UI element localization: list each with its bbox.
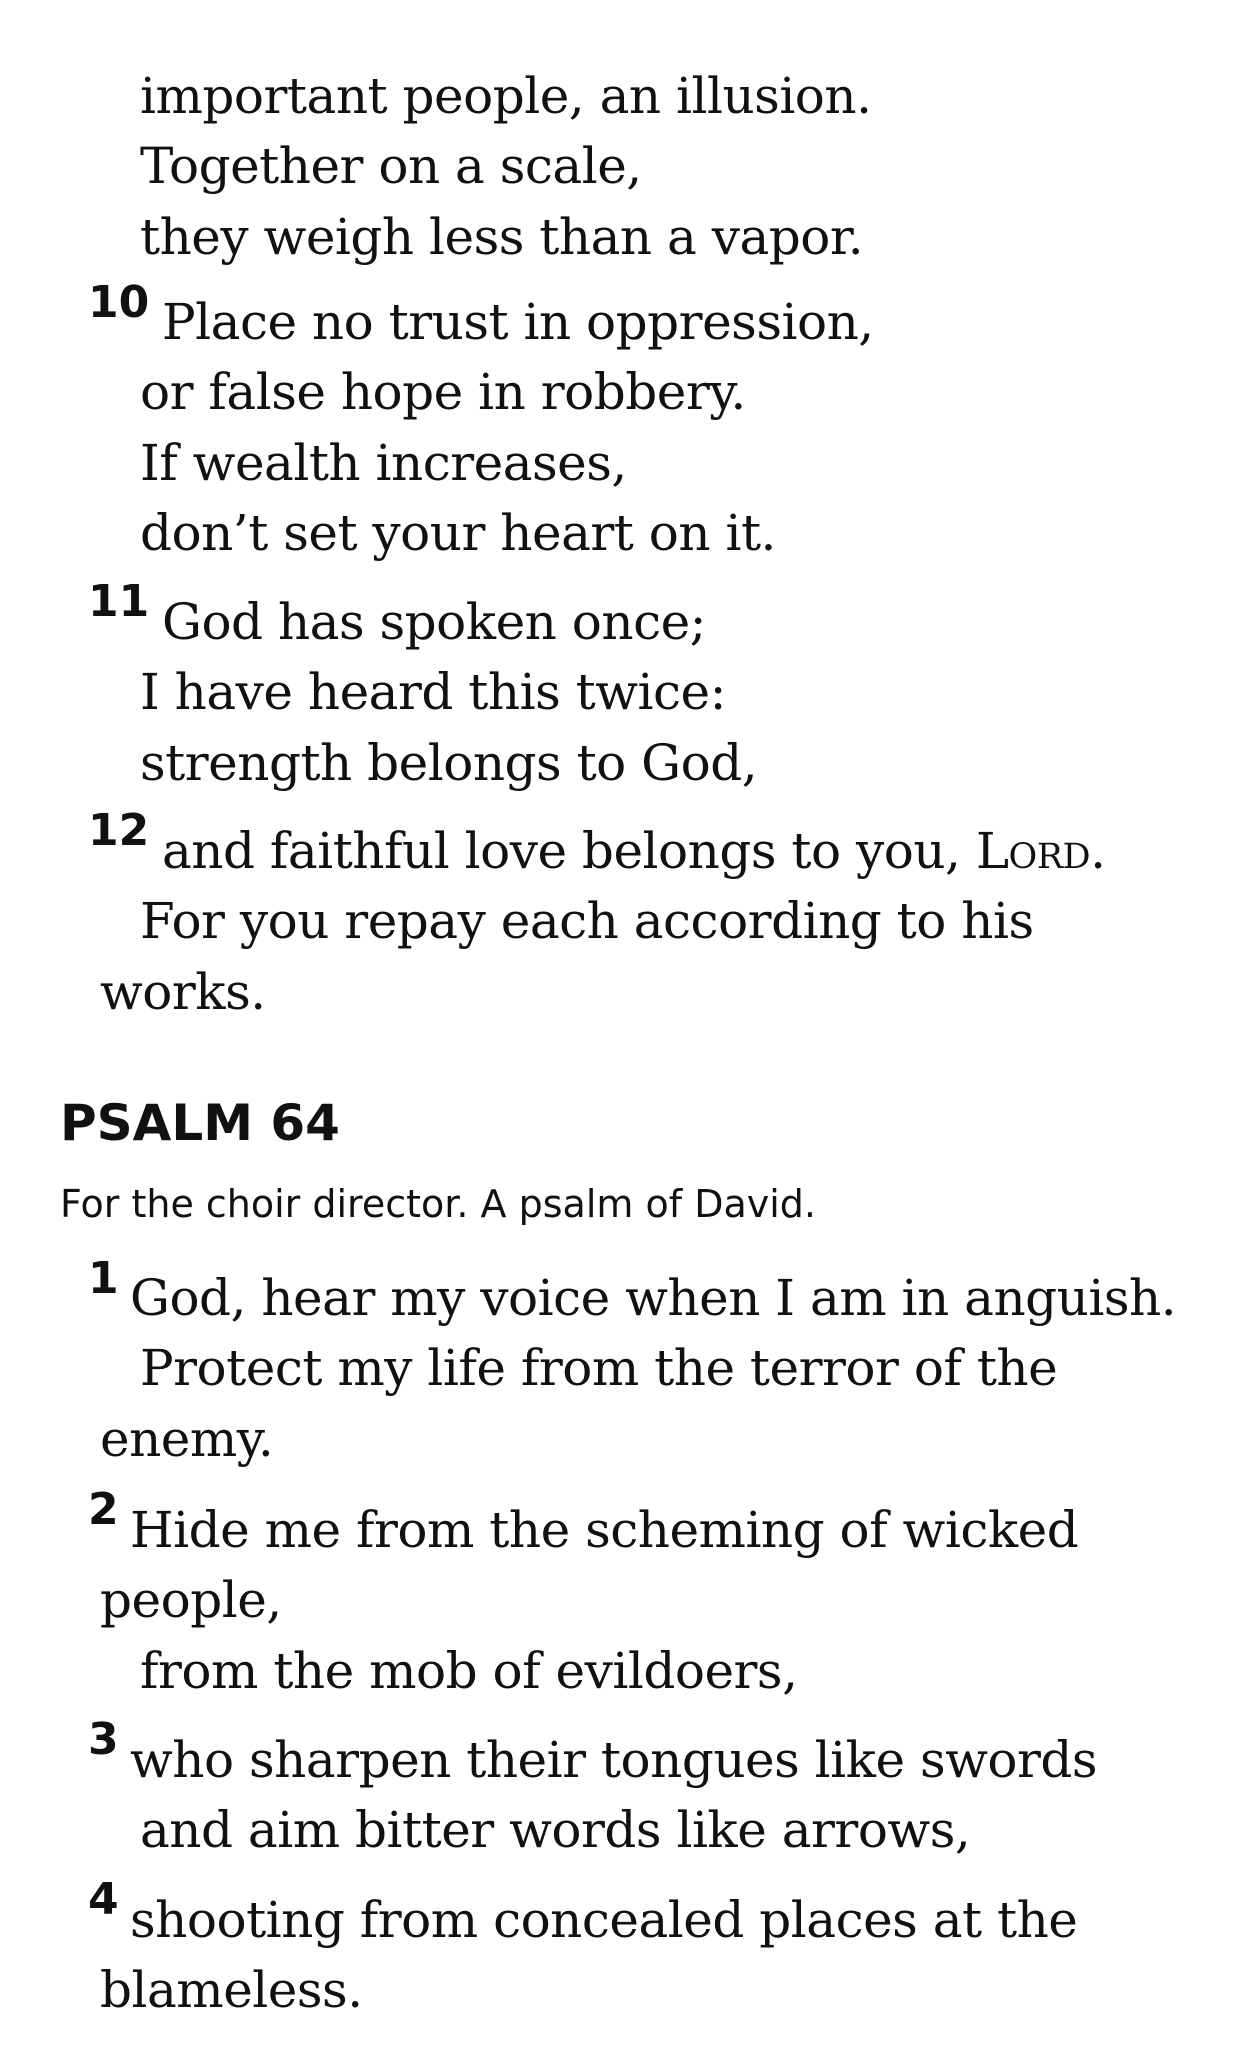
verse-text: and faithful love belongs to you,: [162, 822, 976, 880]
verse-line: from the mob of evildoers,: [140, 1642, 798, 1700]
verse-number-12: 12: [88, 805, 150, 856]
verse-line: Hide me from the scheming of wicked: [130, 1501, 1079, 1559]
divine-name-lord: Lord: [975, 822, 1091, 880]
verse-line: blameless.: [100, 1961, 363, 2019]
verse-line: who sharpen their tongues like swords: [130, 1731, 1098, 1789]
verse-line: God, hear my voice when I am in anguish.: [130, 1269, 1177, 1327]
verse-line: For you repay each according to his: [140, 892, 1034, 950]
verse-number-3: 3: [88, 1714, 119, 1765]
verse-line: and aim bitter words like arrows,: [140, 1801, 971, 1859]
verse-line: [162, 821, 1106, 881]
psalm-title: PSALM 64: [60, 1094, 340, 1152]
verse-number-10: 10: [88, 277, 150, 328]
verse-line: I have heard this twice:: [140, 663, 726, 721]
verse-line: important people, an illusion.: [140, 67, 872, 125]
verse-number-4: 4: [88, 1874, 119, 1925]
verse-number-2: 2: [88, 1484, 119, 1535]
verse-line: or false hope in robbery.: [140, 363, 746, 421]
verse-number-11: 11: [88, 576, 150, 627]
verse-line: don’t set your heart on it.: [140, 504, 776, 562]
verse-line: they weigh less than a vapor.: [140, 208, 864, 266]
verse-line: works.: [100, 963, 266, 1021]
verse-line: enemy.: [100, 1410, 274, 1468]
verse-line: Together on a scale,: [140, 137, 642, 195]
verse-line: people,: [100, 1571, 282, 1629]
verse-line: God has spoken once;: [162, 593, 707, 651]
verse-line: If wealth increases,: [140, 434, 627, 492]
psalm-superscription: For the choir director. A psalm of David.: [60, 1182, 816, 1226]
verse-line: Protect my life from the terror of the: [140, 1339, 1058, 1397]
verse-line: Place no trust in oppression,: [162, 293, 874, 351]
verse-line: shooting from concealed places at the: [130, 1891, 1078, 1949]
verse-line: strength belongs to God,: [140, 734, 758, 792]
verse-number-1: 1: [88, 1253, 119, 1304]
verse-text: .: [1090, 822, 1106, 880]
